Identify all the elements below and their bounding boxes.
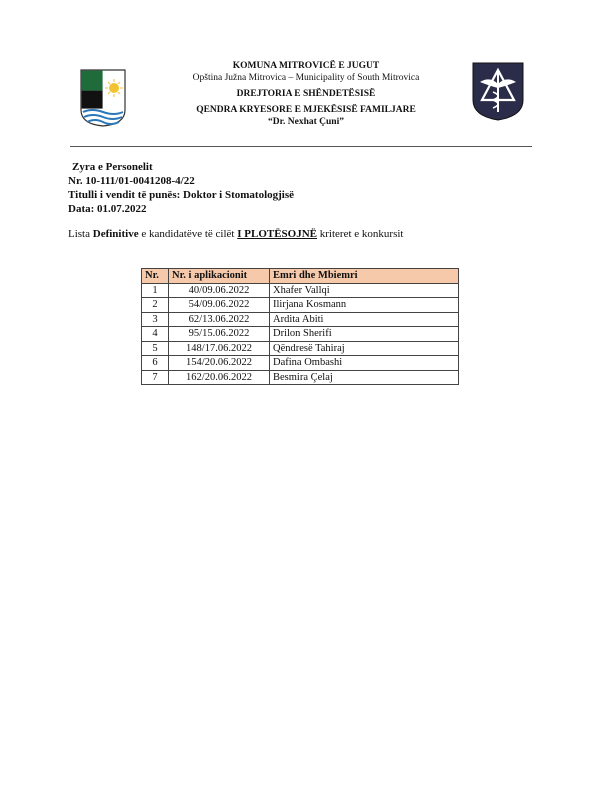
header-divider	[70, 146, 532, 147]
cell-name: Dafina Ombashi	[270, 356, 459, 371]
cell-application: 62/13.06.2022	[169, 312, 270, 327]
cell-application: 54/09.06.2022	[169, 298, 270, 313]
intro-part-3: kriteret e konkursit	[317, 228, 404, 240]
document-meta	[68, 160, 294, 216]
health-center-emblem-icon	[470, 60, 526, 122]
table-row	[142, 298, 459, 313]
cell-name: Ilirjana Kosmann	[270, 298, 459, 313]
cell-name: Drilon Sherifi	[270, 327, 459, 342]
cell-number: 3	[142, 312, 169, 327]
col-header-number: Nr.	[142, 269, 169, 284]
table-row	[142, 327, 459, 342]
intro-part-2: e kandidatëve të cilët	[138, 228, 238, 240]
cell-application: 148/17.06.2022	[169, 341, 270, 356]
table-row	[142, 356, 459, 371]
cell-name: Qëndresë Tahiraj	[270, 341, 459, 356]
table-row	[142, 370, 459, 385]
document-date: Data: 01.07.2022	[68, 203, 147, 215]
cell-number: 5	[142, 341, 169, 356]
table-header-row	[142, 269, 459, 284]
letterhead	[0, 0, 612, 150]
letterhead-text	[150, 60, 462, 128]
table-row	[142, 312, 459, 327]
cell-number: 1	[142, 283, 169, 298]
municipality-name: KOMUNA MITROVICË E JUGUT	[232, 61, 380, 71]
directorate-name: DREJTORIA E SHËNDETËSISË	[236, 89, 376, 99]
reference-number: Nr. 10-111/01-0041208-4/22	[68, 175, 195, 187]
office-name: Zyra e Personelit	[72, 161, 153, 173]
col-header-application: Nr. i aplikacionit	[169, 269, 270, 284]
cell-number: 2	[142, 298, 169, 313]
municipality-coat-of-arms-icon	[78, 66, 128, 128]
cell-number: 6	[142, 356, 169, 371]
cell-application: 162/20.06.2022	[169, 370, 270, 385]
cell-application: 95/15.06.2022	[169, 327, 270, 342]
cell-application: 40/09.06.2022	[169, 283, 270, 298]
table-row	[142, 283, 459, 298]
intro-meets-criteria: I PLOTËSOJNË	[237, 228, 318, 240]
cell-application: 154/20.06.2022	[169, 356, 270, 371]
cell-name: Xhafer Vallqi	[270, 283, 459, 298]
municipality-alt-name: Opština Južna Mitrovica – Municipality of South Mitrovica	[192, 73, 420, 83]
cell-number: 7	[142, 370, 169, 385]
cell-name: Besmira Çelaj	[270, 370, 459, 385]
cell-name: Ardita Abiti	[270, 312, 459, 327]
center-name: QENDRA KRYESORE E MJEKËSISË FAMILJARE	[196, 105, 416, 115]
col-header-name: Emri dhe Mbiemri	[270, 269, 459, 284]
table-row	[142, 341, 459, 356]
intro-sentence	[68, 228, 403, 240]
cell-number: 4	[142, 327, 169, 342]
intro-part-1: Lista	[68, 228, 93, 240]
position-title: Titulli i vendit të punës: Doktor i Stomatologjisë	[68, 189, 295, 201]
intro-definitive: Definitive	[92, 228, 139, 240]
center-dedication: “Dr. Nexhat Çuni”	[268, 117, 344, 127]
candidates-table	[141, 268, 459, 385]
